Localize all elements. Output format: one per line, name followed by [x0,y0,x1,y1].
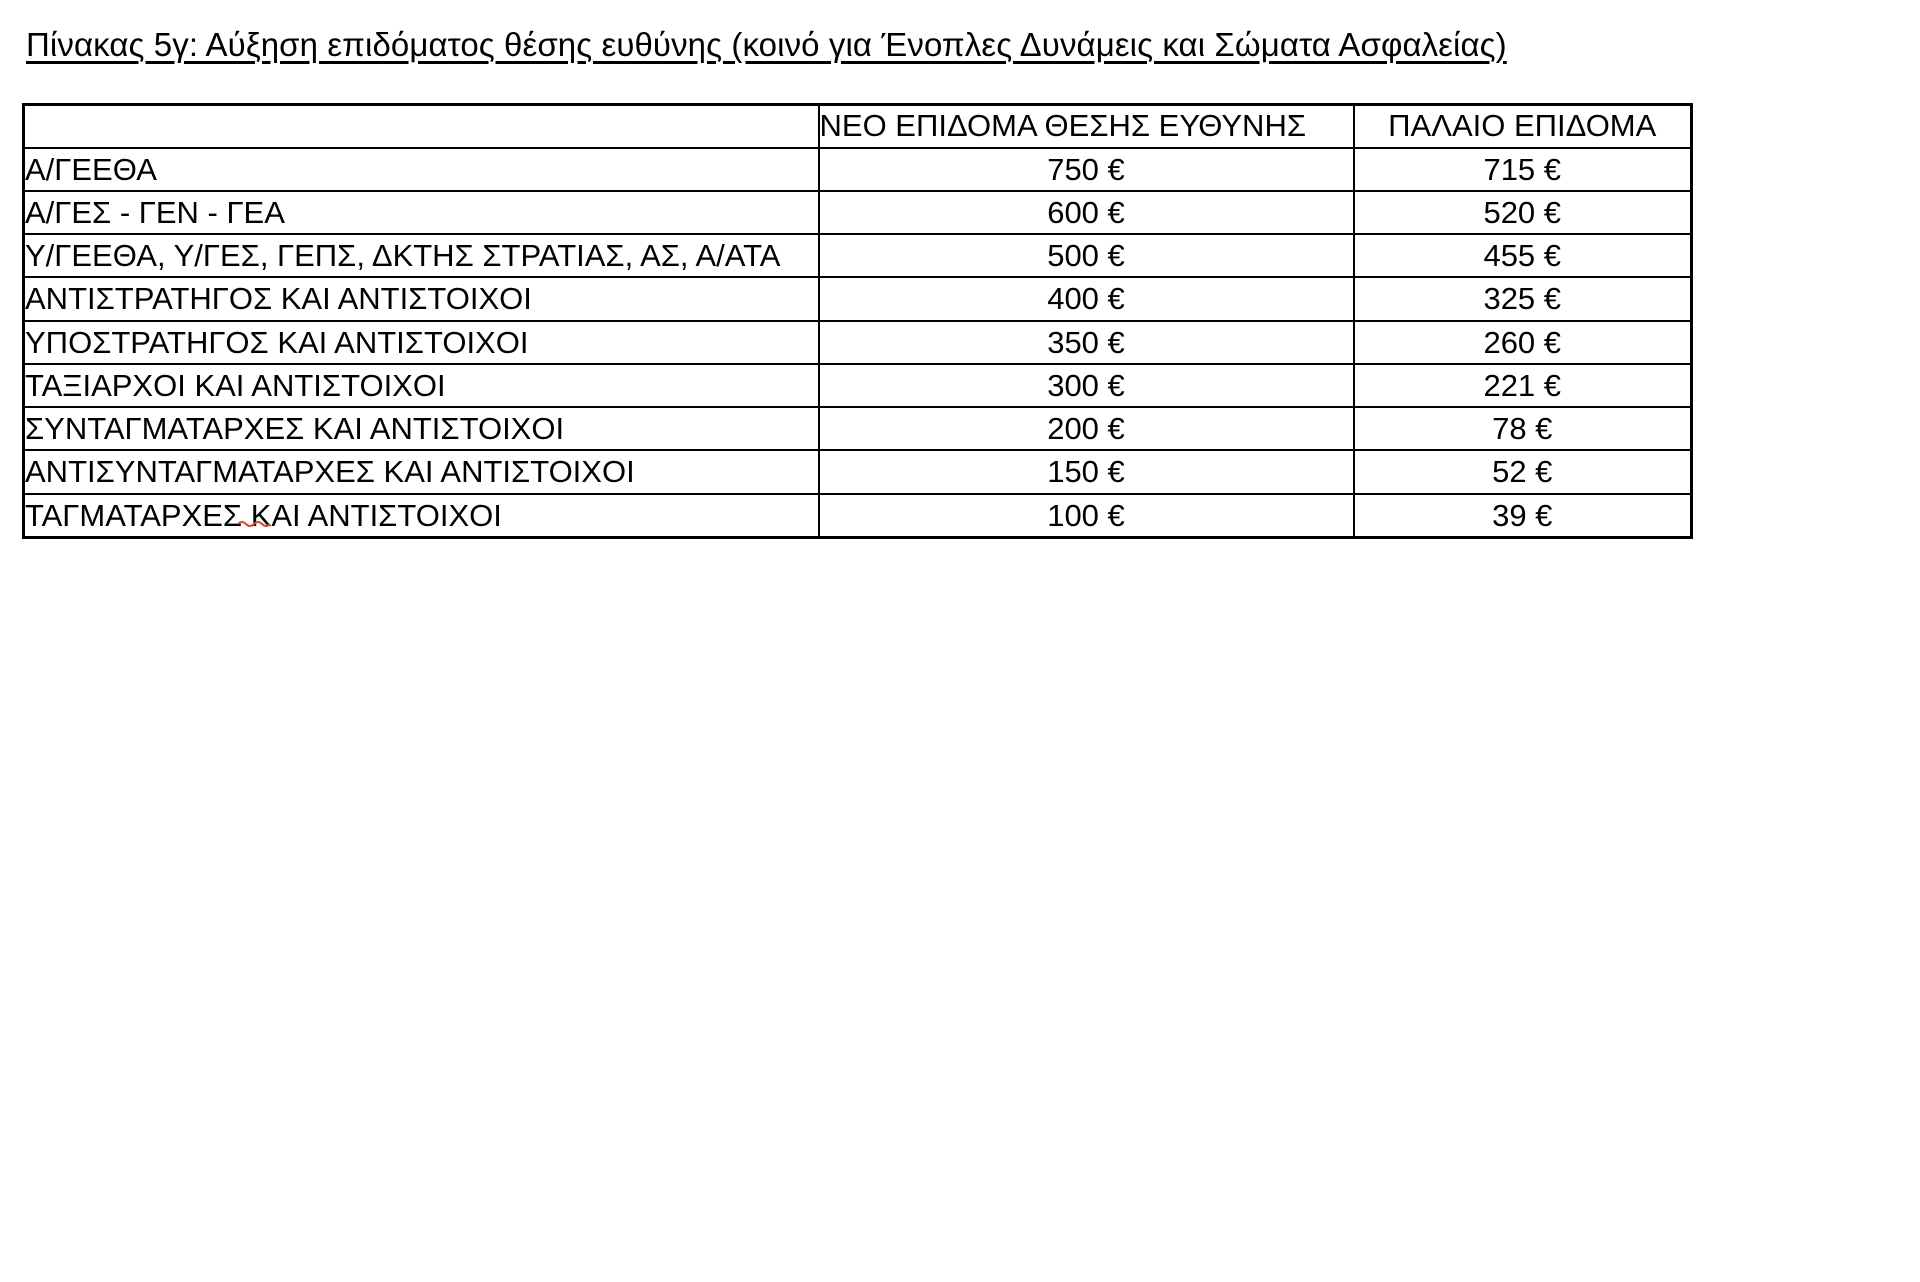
row-old-allowance: 221 € [1354,364,1692,407]
row-label: Α/ΓΕΣ - ΓΕΝ - ΓΕΑ [24,191,819,234]
row-old-allowance: 39 € [1354,494,1692,538]
row-new-allowance: 100 € [819,494,1354,538]
row-label: ΥΠΟΣΤΡΑΤΗΓΟΣ ΚΑΙ ΑΝΤΙΣΤΟΙΧΟΙ [24,321,819,364]
row-new-allowance: 400 € [819,277,1354,320]
row-new-allowance: 600 € [819,191,1354,234]
page-title: Πίνακας 5γ: Αύξηση επιδόματος θέσης ευθύνης (κοινό για Ένοπλες Δυνάμεις και Σώματα Ασφαλείας) [26,26,1507,63]
row-label: ΤΑΞΙΑΡΧΟΙ ΚΑΙ ΑΝΤΙΣΤΟΙΧΟΙ [24,364,819,407]
row-label: ΑΝΤΙΣΥΝΤΑΓΜΑΤΑΡΧΕΣ ΚΑΙ ΑΝΤΙΣΤΟΙΧΟΙ [24,450,819,493]
row-new-allowance: 200 € [819,407,1354,450]
row-old-allowance: 325 € [1354,277,1692,320]
row-label: Υ/ΓΕΕΘΑ, Υ/ΓΕΣ, ΓΕΠΣ, ΔΚΤΗΣ ΣΤΡΑΤΙΑΣ, ΑΣ, Α/ΑΤΑ [24,234,819,277]
row-new-allowance: 500 € [819,234,1354,277]
table-row [24,364,1692,407]
header-cell-old-allowance: ΠΑΛΑΙΟ ΕΠΙΔΟΜΑ [1354,104,1692,147]
row-new-allowance: 150 € [819,450,1354,493]
row-old-allowance: 715 € [1354,148,1692,191]
row-new-allowance: 300 € [819,364,1354,407]
header-cell-new-allowance: ΝΕΟ ΕΠΙΔΟΜΑ ΘΕΣΗΣ ΕΥΘΥΝΗΣ [819,104,1354,147]
table-row [24,450,1692,493]
row-label: ΑΝΤΙΣΤΡΑΤΗΓΟΣ ΚΑΙ ΑΝΤΙΣΤΟΙΧΟΙ [24,277,819,320]
table-row [24,494,1692,538]
row-old-allowance: 455 € [1354,234,1692,277]
row-new-allowance: 350 € [819,321,1354,364]
row-old-allowance: 520 € [1354,191,1692,234]
table-row [24,234,1692,277]
row-label: ΤΑΓΜΑΤΑΡΧΕΣ ΚΑΙ ΑΝΤΙΣΤΟΙΧΟΙ [24,494,819,538]
row-old-allowance: 78 € [1354,407,1692,450]
row-new-allowance: 750 € [819,148,1354,191]
benefits-table-container [22,103,1920,539]
table-row [24,191,1692,234]
header-cell-blank [24,104,819,147]
benefits-table [22,103,1693,539]
row-old-allowance: 260 € [1354,321,1692,364]
table-header-row [24,104,1692,147]
table-row [24,148,1692,191]
row-old-allowance: 52 € [1354,450,1692,493]
table-row [24,407,1692,450]
table-row [24,321,1692,364]
row-label: Α/ΓΕΕΘΑ [24,148,819,191]
table-row [24,277,1692,320]
row-label: ΣΥΝΤΑΓΜΑΤΑΡΧΕΣ ΚΑΙ ΑΝΤΙΣΤΟΙΧΟΙ [24,407,819,450]
